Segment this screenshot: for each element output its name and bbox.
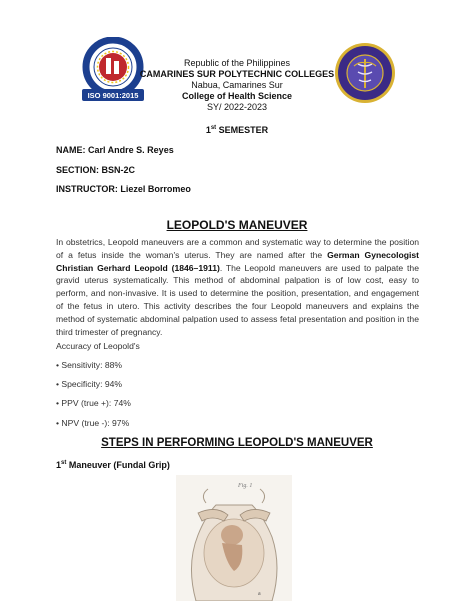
document-title: LEOPOLD'S MANEUVER [166, 218, 308, 232]
student-name: NAME: Carl Andre S. Reyes [56, 145, 174, 155]
health-science-seal-icon [334, 42, 396, 104]
department-name: College of Health Science [181, 91, 293, 101]
svg-text:a: a [258, 591, 261, 597]
figure-caption: Fig. 1 [238, 483, 253, 489]
semester-sup: st [210, 125, 217, 131]
maneuver-1-num: 1 [56, 460, 62, 470]
country-line: Republic of the Philippines [183, 58, 291, 68]
intro-part-2: . The Leopold maneuvers are used to palpate the gravid uterus systematically. This method of abdominal palpation is of low cost, easy to perform, and non-invasive. It is used to determine the position, presentation, and engagement of the fetus in utero. This activity describes the four Leopold maneuvers and explains the method of systematic abdominal palpation used to assess fetal presentation and position in the third trimester of pregnancy. [56, 262, 419, 337]
maneuver-1-label: Maneuver (Fundal Grip) [66, 460, 170, 470]
letterhead [120, 58, 354, 113]
accuracy-ppv: • PPV (true +): 74% [56, 398, 131, 408]
iso-label: ISO 9001:2015 [87, 91, 139, 100]
accuracy-npv: • NPV (true -): 97% [56, 418, 130, 428]
semester-text: SEMESTER [216, 125, 269, 135]
maneuver-1-sup: st [61, 460, 67, 466]
accuracy-specificity: • Specificity: 94% [56, 379, 123, 389]
accuracy-heading: Accuracy of Leopold's [56, 341, 140, 351]
college-location: Nabua, Camarines Sur [191, 80, 283, 90]
intro-bold-name: German Gynecologist Christian Gerhard Leopold (1846–1911) [56, 249, 419, 273]
fundal-grip-illustration [176, 475, 292, 601]
intro-paragraph [56, 236, 419, 338]
steps-title: STEPS IN PERFORMING LEOPOLD'S MANEUVER [101, 437, 373, 449]
maneuver-1-heading [56, 460, 170, 470]
semester-num: 1 [205, 125, 211, 135]
student-section: SECTION: BSN-2C [56, 165, 136, 175]
college-name: CAMARINES SUR POLYTECHNIC COLLEGES [139, 69, 335, 79]
school-year: SY/ 2022-2023 [206, 102, 268, 112]
semester-label [0, 125, 474, 135]
intro-part-1: In obstetrics, Leopold maneuvers are a common and systematic way to determine the position of a fetus inside the woman's uterus. They are named after the [56, 237, 419, 260]
accuracy-sensitivity: • Sensitivity: 88% [56, 360, 123, 370]
instructor-name: INSTRUCTOR: Liezel Borromeo [56, 184, 191, 194]
